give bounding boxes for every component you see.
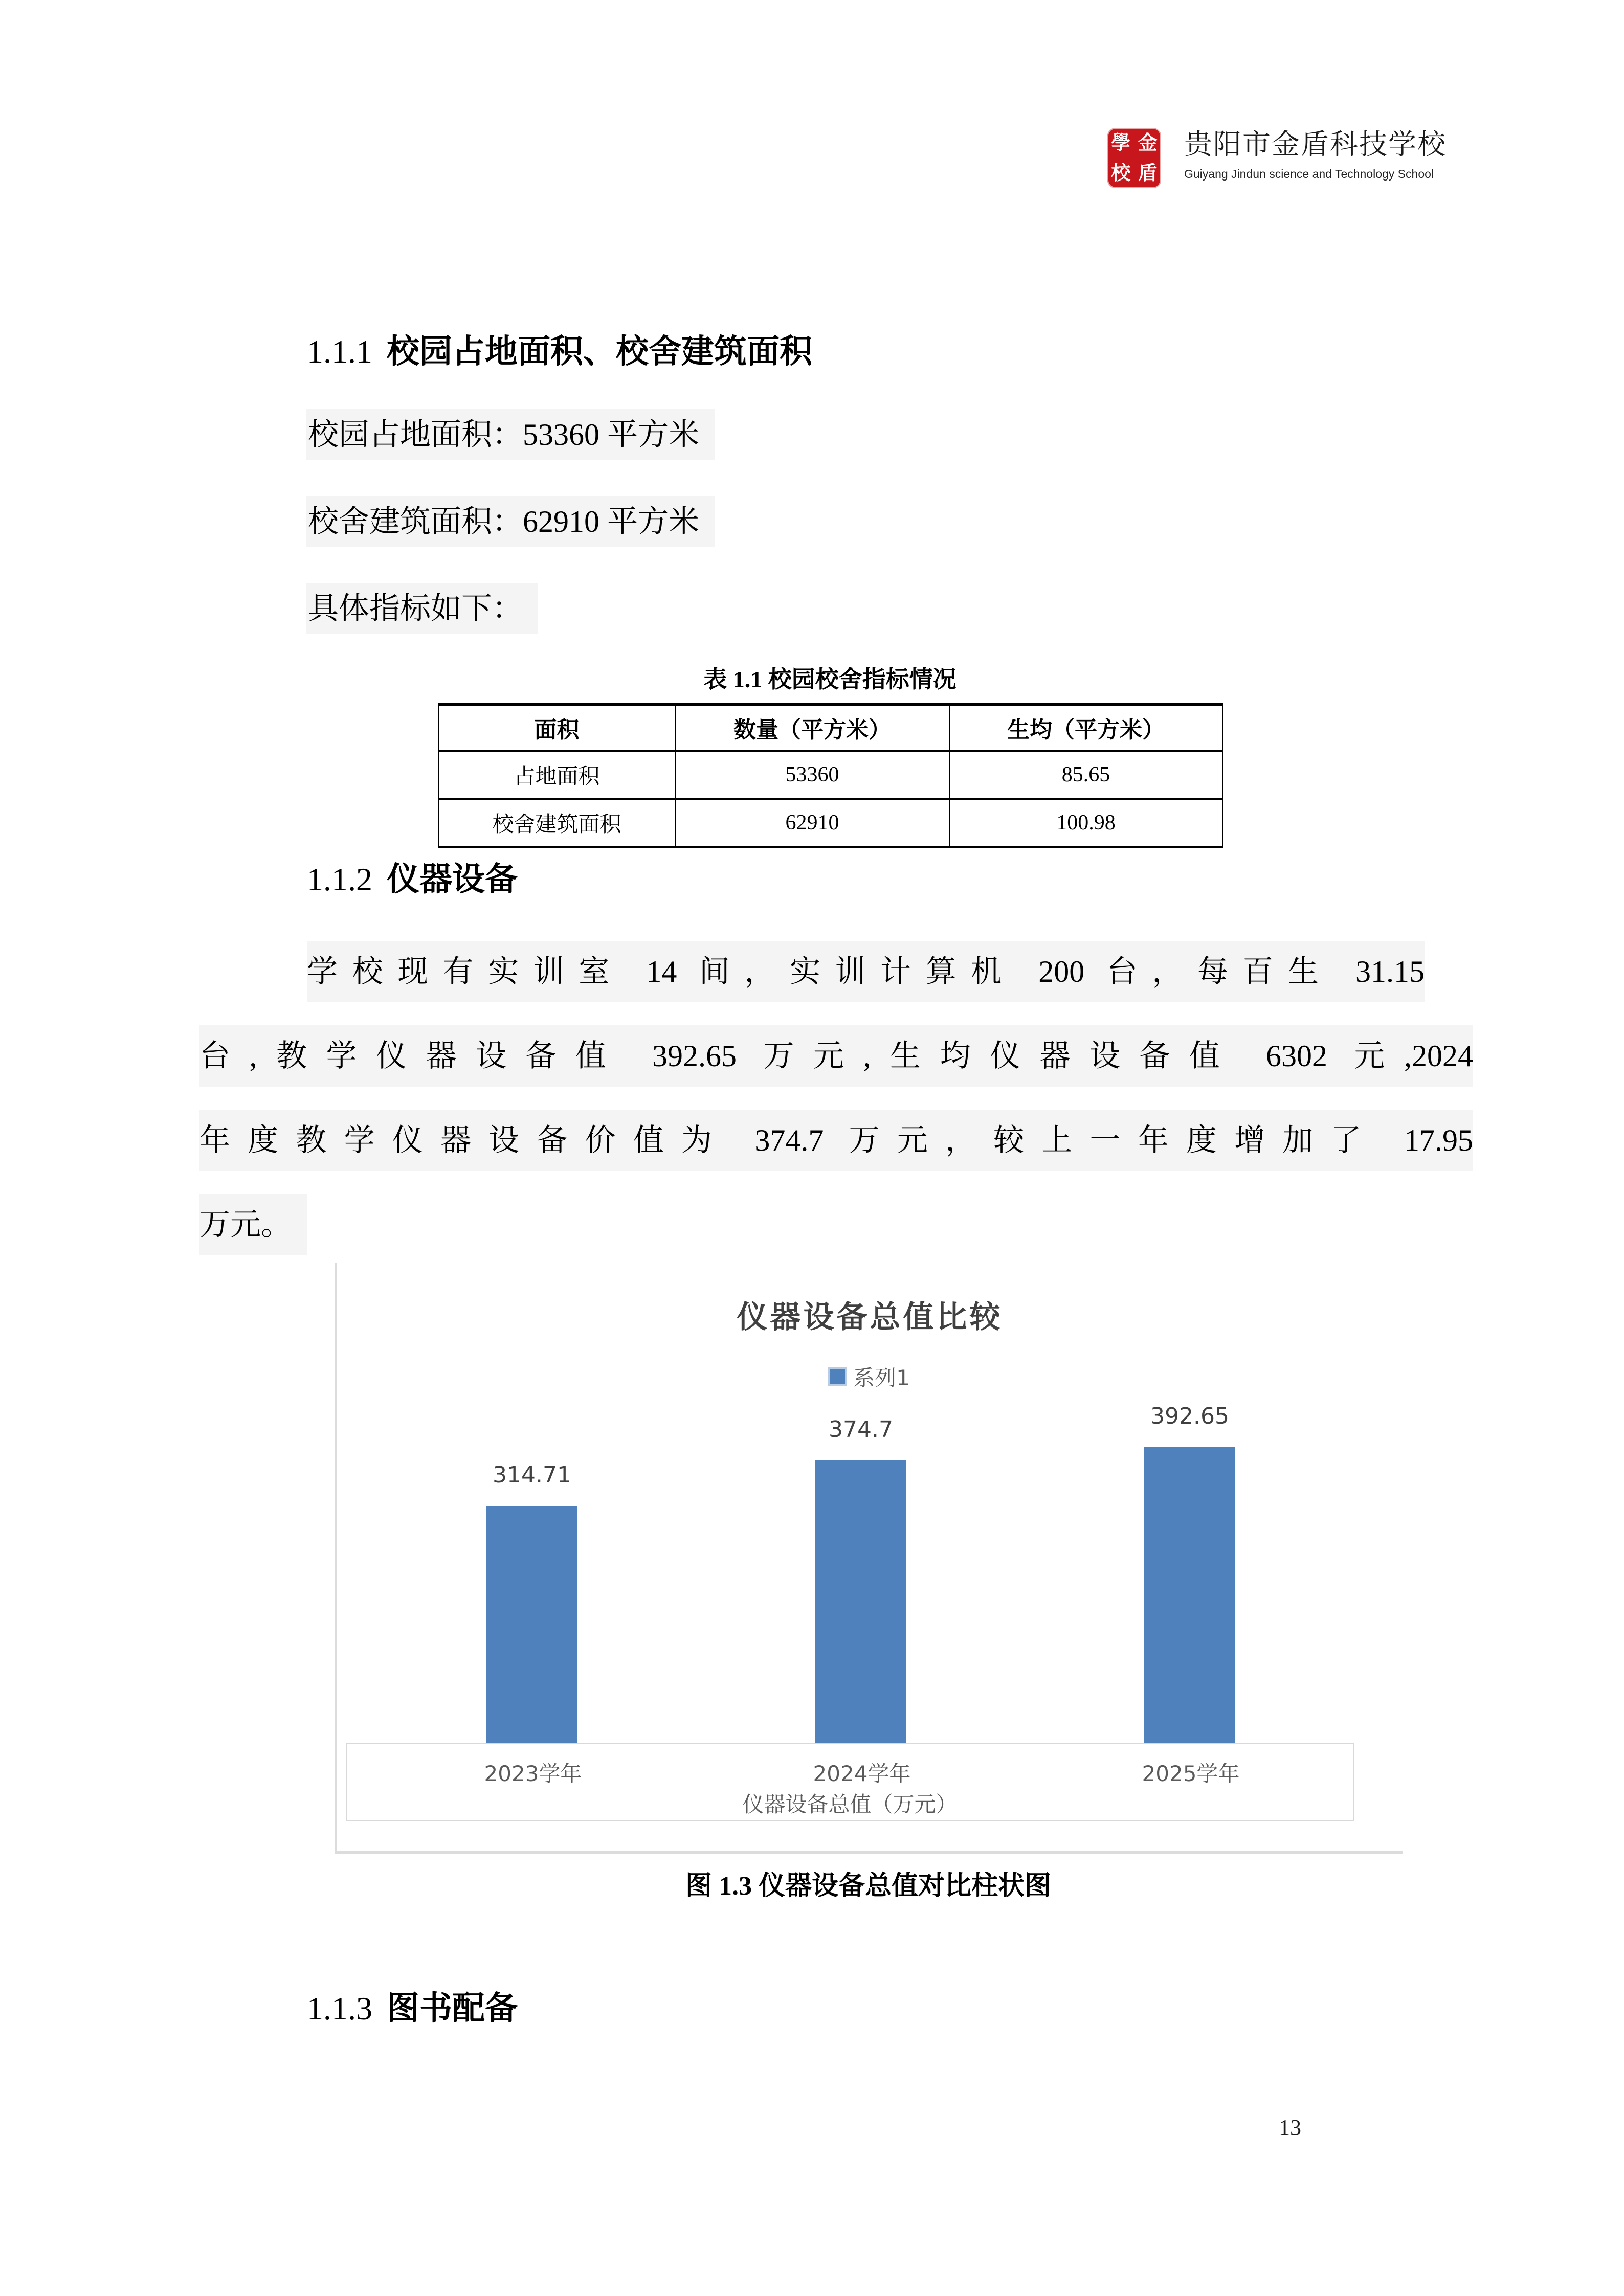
paragraph-line: 年度教学仪器设备价值为 374.7 万元，较上一年度增加了 17.95 [199, 1110, 1473, 1171]
table-title: 表 1.1 校园校舍指标情况 [703, 666, 956, 692]
bar-value-label: 314.71 [493, 1462, 571, 1488]
table-cell: 53360 [675, 751, 949, 799]
paragraph-line: 学校现有实训室 14 间，实训计算机 200 台，每百生 31.15 [307, 941, 1425, 1002]
section-title: 图书配备 [387, 1990, 518, 2027]
fact-line-building-area: 校舍建筑面积：62910 平方米 [306, 496, 715, 547]
chart-legend [337, 1361, 1403, 1392]
table-row [438, 799, 1222, 847]
bar-2023 [486, 1506, 577, 1743]
school-seal-logo-icon [1107, 128, 1161, 188]
table-cell: 占地面积 [438, 751, 675, 799]
bar-value-label: 392.65 [1150, 1403, 1229, 1429]
table-cell: 校舍建筑面积 [438, 799, 675, 847]
school-name-cn: 贵阳市金盾科技学校 [1184, 129, 1447, 160]
chart-title: 仪器设备总值比较 [737, 1299, 1003, 1335]
table-cell: 62910 [675, 799, 949, 847]
table-cell: 100.98 [949, 799, 1222, 847]
bar-value-label: 374.7 [829, 1416, 893, 1443]
seal-char: 金 [1138, 132, 1158, 154]
equipment-value-bar-chart [335, 1263, 1403, 1854]
table-header-row [438, 704, 1222, 751]
bar-2025 [1144, 1447, 1235, 1743]
table-header-cell: 数量（平方米） [675, 704, 949, 751]
x-axis-title: 仪器设备总值（万元） [742, 1792, 958, 1817]
indicator-table [438, 703, 1223, 848]
bar-2024 [815, 1460, 906, 1743]
paragraph-line: 台,教学仪器设备值 392.65 万元,生均仪器设备值 6302 元,2024 [199, 1025, 1473, 1087]
section-heading-1-1-1 [307, 332, 812, 372]
x-tick-label: 2025学年 [1142, 1761, 1240, 1786]
section-title: 校园占地面积、校舍建筑面积 [387, 333, 812, 370]
section-number: 1.1.2 [307, 861, 372, 897]
legend-swatch-icon [830, 1369, 845, 1384]
seal-char: 校 [1111, 162, 1131, 184]
fact-line-indicators-follow: 具体指标如下： [306, 583, 538, 634]
page-number: 13 [1279, 2115, 1301, 2140]
section-number: 1.1.1 [307, 333, 372, 370]
table-row [438, 751, 1222, 799]
x-axis-box [346, 1743, 1354, 1821]
fact-line-campus-area: 校园占地面积：53360 平方米 [306, 409, 715, 460]
school-name-en: Guiyang Jindun science and Technology School [1184, 167, 1434, 181]
section-heading-1-1-2 [307, 860, 518, 899]
x-tick-label: 2023学年 [484, 1761, 582, 1786]
table-header-cell: 面积 [438, 704, 675, 751]
figure-caption: 图 1.3 仪器设备总值对比柱状图 [685, 1872, 1051, 1901]
x-tick-label: 2024学年 [813, 1761, 911, 1786]
table-header-cell: 生均（平方米） [949, 704, 1222, 751]
paragraph-line: 万元。 [199, 1194, 307, 1255]
table-cell: 85.65 [949, 751, 1222, 799]
header-school-name [1184, 122, 1447, 181]
section-title: 仪器设备 [387, 861, 518, 897]
section-number: 1.1.3 [307, 1990, 372, 2027]
legend-label: 系列1 [853, 1365, 910, 1390]
section-heading-1-1-3 [307, 1989, 518, 2029]
seal-char: 盾 [1138, 162, 1158, 184]
seal-char: 學 [1111, 132, 1131, 154]
